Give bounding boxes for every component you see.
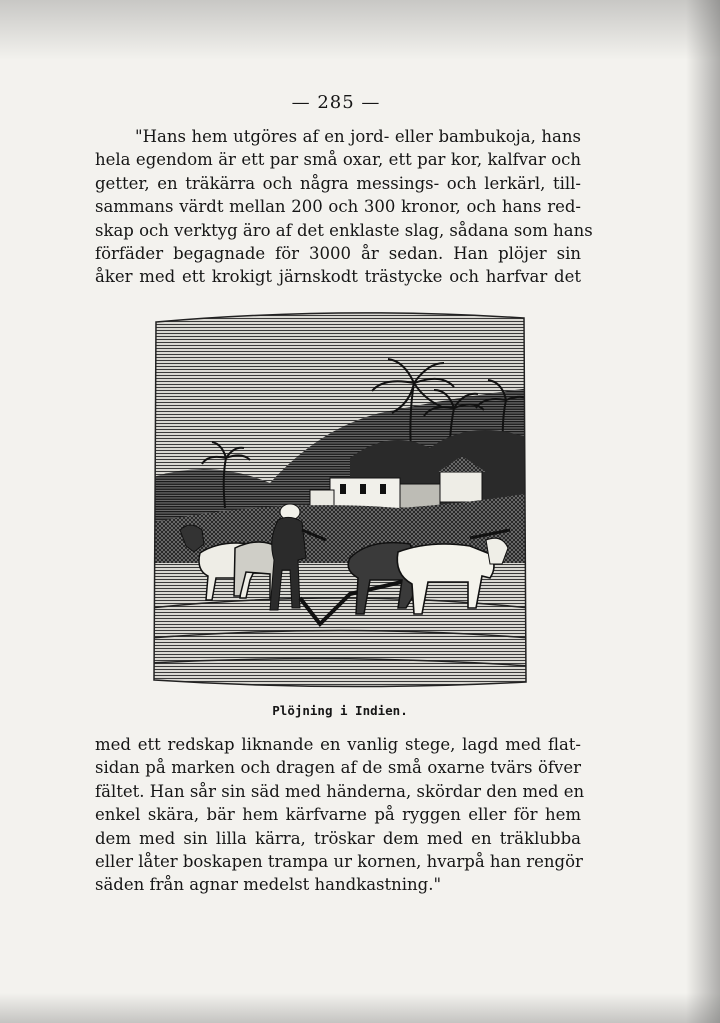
- text-line: sammans värdt mellan 200 och 300 kronor, och hans red-: [95, 197, 581, 217]
- text-line: säden från agnar medelst handkastning.": [95, 875, 442, 895]
- text-line: hela egendom är ett par små oxar, ett par kor, kalfvar och: [95, 150, 581, 170]
- text-line: eller låter boskapen trampa ur kornen, hvarpå han rengör: [95, 852, 583, 872]
- text-line: "Hans hem utgöres af en jord- eller bambukoja, hans: [135, 127, 581, 146]
- text-line: getter, en träkärra och några messings- och lerkärl, till-: [95, 173, 581, 193]
- text-line: åker med ett krokigt järnskodt trästycke och harfvar det: [95, 267, 581, 287]
- text-line: med ett redskap liknande en vanlig stege, lagd med flat-: [95, 735, 581, 754]
- text-line: enkel skära, bär hem kärfvarne på ryggen eller för hem: [95, 805, 581, 825]
- text-line: förfäder begagnade för 3000 år sedan. Han plöjer sin: [95, 244, 581, 264]
- text-line: dem med sin lilla kärra, tröskar dem med en träklubba: [95, 828, 581, 848]
- page-edge-shadow-bottom: [0, 993, 720, 1023]
- engraving-plowing-scene: [150, 308, 530, 688]
- page-number: — 285 —: [291, 92, 381, 113]
- paragraph-bottom: [95, 733, 585, 897]
- paragraph-top: [95, 125, 593, 289]
- page-edge-shadow-right: [686, 0, 720, 1023]
- figure-caption: Plöjning i Indien.: [272, 703, 408, 718]
- text-line: sidan på marken och dragen af de små oxarne tvärs öfver: [95, 758, 581, 778]
- engraving-illustration: [150, 308, 530, 688]
- text-line: skap och verktyg äro af det enklaste slag, sådana som hans: [95, 220, 593, 240]
- text-line: fältet. Han sår sin säd med händerna, skördar den med en: [95, 781, 585, 801]
- page-edge-shadow-top: [0, 0, 720, 60]
